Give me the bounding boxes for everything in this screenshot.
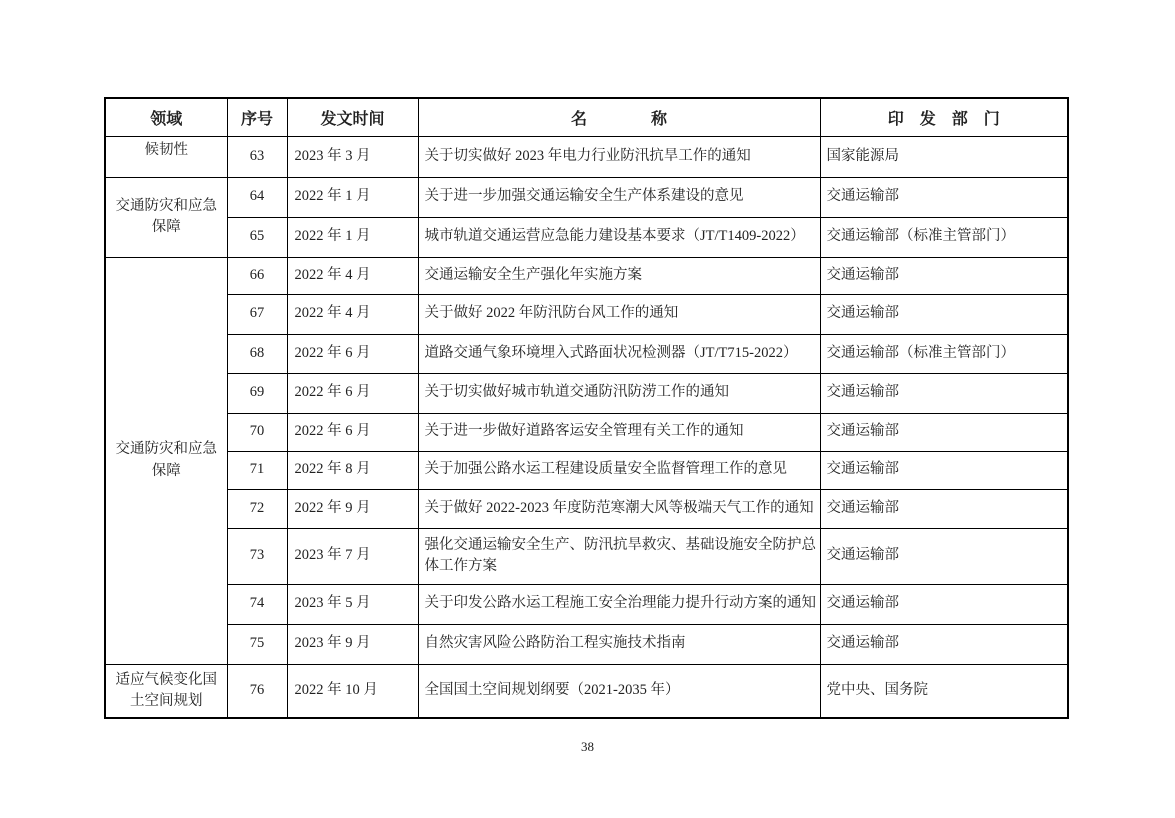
dept-cell: 交通运输部 bbox=[820, 528, 1068, 584]
name-cell: 自然灾害风险公路防治工程实施技术指南 bbox=[418, 624, 820, 664]
name-cell: 关于印发公路水运工程施工安全治理能力提升行动方案的通知 bbox=[418, 584, 820, 624]
dept-cell: 党中央、国务院 bbox=[820, 664, 1068, 718]
page-number: 38 bbox=[581, 739, 594, 754]
dept-cell: 交通运输部（标准主管部门） bbox=[820, 217, 1068, 257]
seq-cell: 75 bbox=[227, 624, 287, 664]
name-cell: 交通运输安全生产强化年实施方案 bbox=[418, 257, 820, 294]
table-row bbox=[105, 217, 1068, 257]
name-cell: 关于做好 2022-2023 年度防范寒潮大风等极端天气工作的通知 bbox=[418, 489, 820, 528]
dept-cell: 交通运输部 bbox=[820, 584, 1068, 624]
table-row bbox=[105, 451, 1068, 489]
name-cell: 关于做好 2022 年防汛防台风工作的通知 bbox=[418, 294, 820, 334]
table-row bbox=[105, 413, 1068, 451]
date-cell: 2023 年 5 月 bbox=[287, 584, 418, 624]
table-row bbox=[105, 294, 1068, 334]
seq-cell: 71 bbox=[227, 451, 287, 489]
date-cell: 2022 年 6 月 bbox=[287, 413, 418, 451]
date-cell: 2022 年 1 月 bbox=[287, 217, 418, 257]
domain-cell: 交通防灾和应急保障 bbox=[105, 257, 227, 664]
date-cell: 2022 年 1 月 bbox=[287, 177, 418, 217]
header-date: 发文时间 bbox=[287, 98, 418, 136]
header-seq: 序号 bbox=[227, 98, 287, 136]
table-row bbox=[105, 334, 1068, 373]
dept-cell: 交通运输部 bbox=[820, 177, 1068, 217]
table-row bbox=[105, 257, 1068, 294]
dept-cell: 交通运输部 bbox=[820, 451, 1068, 489]
date-cell: 2022 年 9 月 bbox=[287, 489, 418, 528]
date-cell: 2023 年 7 月 bbox=[287, 528, 418, 584]
date-cell: 2023 年 3 月 bbox=[287, 136, 418, 177]
dept-cell: 国家能源局 bbox=[820, 136, 1068, 177]
dept-cell: 交通运输部（标准主管部门） bbox=[820, 334, 1068, 373]
seq-cell: 64 bbox=[227, 177, 287, 217]
dept-cell: 交通运输部 bbox=[820, 489, 1068, 528]
date-cell: 2022 年 8 月 bbox=[287, 451, 418, 489]
table-row bbox=[105, 664, 1068, 718]
seq-cell: 74 bbox=[227, 584, 287, 624]
seq-cell: 66 bbox=[227, 257, 287, 294]
seq-cell: 72 bbox=[227, 489, 287, 528]
dept-cell: 交通运输部 bbox=[820, 413, 1068, 451]
name-cell: 关于加强公路水运工程建设质量安全监督管理工作的意见 bbox=[418, 451, 820, 489]
header-dept: 印 发 部 门 bbox=[820, 98, 1068, 136]
date-cell: 2022 年 6 月 bbox=[287, 373, 418, 413]
name-cell: 关于进一步做好道路客运安全管理有关工作的通知 bbox=[418, 413, 820, 451]
date-cell: 2023 年 9 月 bbox=[287, 624, 418, 664]
table-row bbox=[105, 528, 1068, 584]
date-cell: 2022 年 4 月 bbox=[287, 294, 418, 334]
name-cell: 道路交通气象环境埋入式路面状况检测器（JT/T715-2022） bbox=[418, 334, 820, 373]
date-cell: 2022 年 6 月 bbox=[287, 334, 418, 373]
dept-cell: 交通运输部 bbox=[820, 294, 1068, 334]
date-cell: 2022 年 4 月 bbox=[287, 257, 418, 294]
dept-cell: 交通运输部 bbox=[820, 624, 1068, 664]
seq-cell: 68 bbox=[227, 334, 287, 373]
seq-cell: 67 bbox=[227, 294, 287, 334]
seq-cell: 65 bbox=[227, 217, 287, 257]
table-row bbox=[105, 177, 1068, 217]
seq-cell: 63 bbox=[227, 136, 287, 177]
name-cell: 关于进一步加强交通运输安全生产体系建设的意见 bbox=[418, 177, 820, 217]
table-row bbox=[105, 136, 1068, 177]
table-row bbox=[105, 624, 1068, 664]
domain-cell: 适应气候变化国土空间规划 bbox=[105, 664, 227, 718]
seq-cell: 73 bbox=[227, 528, 287, 584]
name-cell: 城市轨道交通运营应急能力建设基本要求（JT/T1409-2022） bbox=[418, 217, 820, 257]
dept-cell: 交通运输部 bbox=[820, 257, 1068, 294]
date-cell: 2022 年 10 月 bbox=[287, 664, 418, 718]
policy-table bbox=[104, 97, 1069, 719]
name-cell: 全国国土空间规划纲要（2021-2035 年） bbox=[418, 664, 820, 718]
table-header-row bbox=[105, 98, 1068, 136]
seq-cell: 69 bbox=[227, 373, 287, 413]
dept-cell: 交通运输部 bbox=[820, 373, 1068, 413]
name-cell: 关于切实做好 2023 年电力行业防汛抗旱工作的通知 bbox=[418, 136, 820, 177]
domain-cell: 交通防灾和应急保障 bbox=[105, 177, 227, 257]
seq-cell: 76 bbox=[227, 664, 287, 718]
name-cell: 强化交通运输安全生产、防汛抗旱救灾、基础设施安全防护总体工作方案 bbox=[418, 528, 820, 584]
domain-cell: 候韧性 bbox=[105, 136, 227, 177]
name-cell: 关于切实做好城市轨道交通防汛防涝工作的通知 bbox=[418, 373, 820, 413]
table-row bbox=[105, 584, 1068, 624]
header-name: 名 称 bbox=[418, 98, 820, 136]
header-domain: 领域 bbox=[105, 98, 227, 136]
table-row bbox=[105, 489, 1068, 528]
seq-cell: 70 bbox=[227, 413, 287, 451]
table-row bbox=[105, 373, 1068, 413]
